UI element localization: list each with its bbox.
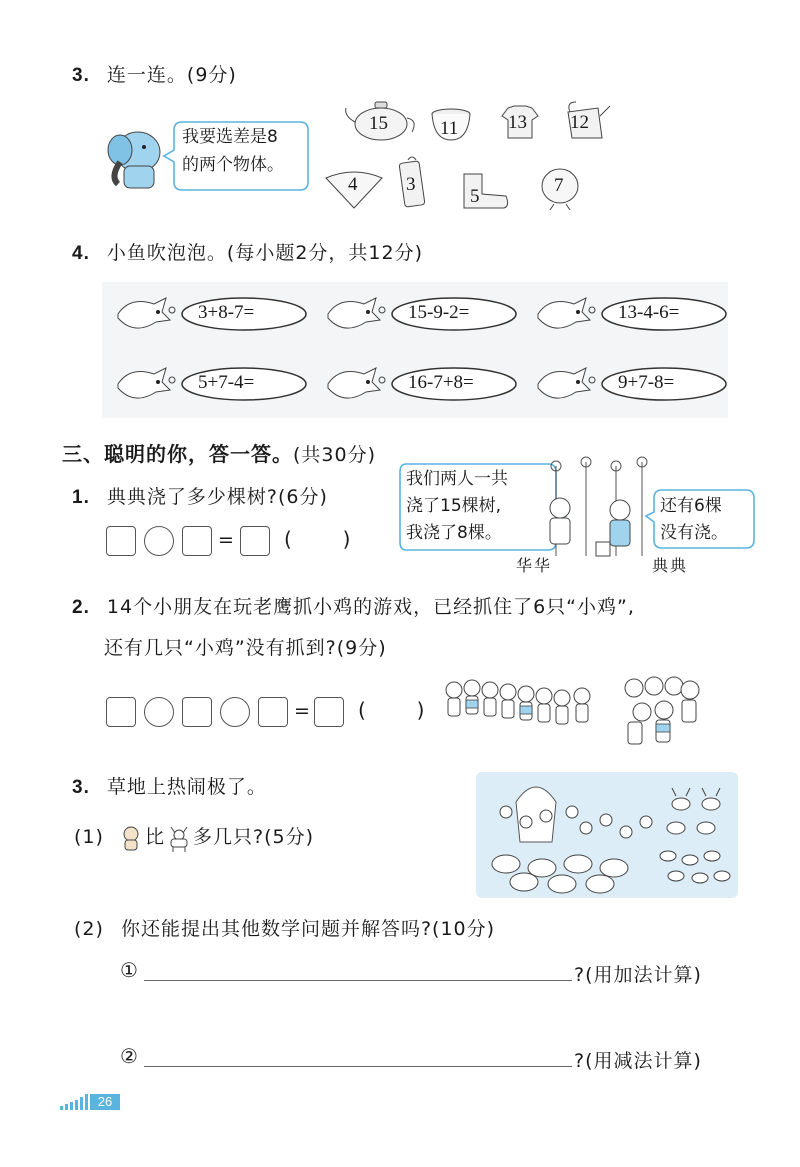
q4-text: 小鱼吹泡泡。(每小题2分，共12分) xyxy=(106,242,423,264)
p3-number: 3. xyxy=(72,777,90,798)
answer-box[interactable] xyxy=(106,697,136,727)
q4-number: 4. xyxy=(72,243,90,264)
bubble-equation-4[interactable]: 5+7-4= xyxy=(198,372,255,393)
p3-text: 草地上热闹极了。 xyxy=(106,776,267,798)
p3-sub1-label: (1) xyxy=(74,826,104,848)
answer-box[interactable] xyxy=(258,697,288,727)
page-number: 26 xyxy=(90,1094,120,1110)
bubble-equation-6[interactable]: 9+7-8= xyxy=(618,372,675,393)
fan-number: 4 xyxy=(348,174,358,195)
fish-icon xyxy=(110,360,176,410)
p1-heading xyxy=(72,482,328,509)
monkey-icon xyxy=(117,824,145,852)
fan-object[interactable] xyxy=(324,170,384,210)
item2-mark: ② xyxy=(120,1044,138,1068)
result-box[interactable] xyxy=(240,526,270,556)
shirt-number: 13 xyxy=(508,112,527,133)
p3-sub1-rest: 多几只?(5分) xyxy=(192,826,314,848)
section3-title: 三、聪明的你，答一答。 xyxy=(62,442,293,466)
item1-mark: ① xyxy=(120,958,138,982)
battery-object[interactable] xyxy=(398,156,426,208)
p2-heading xyxy=(72,592,635,619)
fish-icon xyxy=(110,290,176,340)
teapot-number: 15 xyxy=(369,113,388,134)
q3-number: 3. xyxy=(72,65,90,86)
answer-box[interactable] xyxy=(182,697,212,727)
operator-circle[interactable] xyxy=(220,697,250,727)
watering-can-number: 12 xyxy=(570,112,589,133)
result-box[interactable] xyxy=(314,697,344,727)
children-watering-trees-illustration xyxy=(536,456,652,568)
lantern-number: 7 xyxy=(554,175,564,196)
teapot-object[interactable] xyxy=(342,98,420,142)
huahua-speech-line3: 我浇了8棵。 xyxy=(406,523,502,543)
answer-box[interactable] xyxy=(106,526,136,556)
bubble-equation-5[interactable]: 16-7+8= xyxy=(408,372,474,393)
watering-can-object[interactable] xyxy=(562,98,612,142)
fish-icon xyxy=(530,290,596,340)
q4-heading xyxy=(72,238,423,265)
bubble-equation-3[interactable]: 13-4-6= xyxy=(618,302,680,323)
bubble-equation-2[interactable]: 15-9-2= xyxy=(408,302,470,323)
deer-icon xyxy=(165,823,193,853)
q3-speech-line2: 的两个物体。 xyxy=(182,155,284,175)
p2-line1: 14个小朋友在玩老鹰抓小鸡的游戏，已经抓住了6只“小鸡”, xyxy=(106,596,635,618)
operator-circle[interactable] xyxy=(144,526,174,556)
p3-sub2-text: 你还能提出其他数学问题并解答吗?(10分) xyxy=(120,918,496,940)
q3-speech-line1: 我要选差是8 xyxy=(182,127,278,147)
fish-icon xyxy=(320,290,386,340)
p3-heading xyxy=(72,772,267,799)
bubble-equation-1[interactable]: 3+8-7= xyxy=(198,302,255,323)
diandian-speech-line2: 没有浇。 xyxy=(660,523,728,543)
name-huahua: 华华 xyxy=(516,556,553,575)
answer-line-1[interactable] xyxy=(144,980,572,981)
boot-number: 5 xyxy=(470,186,480,207)
section3-heading xyxy=(62,438,376,467)
children-playing-eagle-game-illustration xyxy=(442,670,732,750)
section3-score: (共30分) xyxy=(293,444,377,466)
bars-icon xyxy=(60,1094,90,1110)
answer-line-2[interactable] xyxy=(144,1066,572,1067)
answer-box[interactable] xyxy=(182,526,212,556)
unit-paren[interactable]: ( ) xyxy=(358,698,425,722)
grassland-illustration xyxy=(476,772,738,898)
fish-icon xyxy=(320,360,386,410)
bowl-number: 11 xyxy=(440,118,459,139)
p3-sub1 xyxy=(74,822,314,853)
boot-object[interactable] xyxy=(460,172,512,210)
fish-icon xyxy=(530,360,596,410)
unit-paren[interactable]: ( ) xyxy=(284,527,351,551)
name-diandian: 典典 xyxy=(652,556,689,575)
q3-heading xyxy=(72,60,237,87)
p2-line2: 还有几只“小鸡”没有抓到?(9分) xyxy=(104,637,387,659)
shirt-object[interactable] xyxy=(500,104,540,140)
p2-number: 2. xyxy=(72,597,90,618)
elephant-illustration xyxy=(100,122,170,192)
p1-number: 1. xyxy=(72,487,90,508)
equals-sign: = xyxy=(218,529,235,551)
operator-circle[interactable] xyxy=(144,697,174,727)
item2-hint: ?(用减法计算) xyxy=(574,1050,702,1072)
diandian-speech-line1: 还有6棵 xyxy=(660,496,722,516)
item1-hint: ?(用加法计算) xyxy=(574,964,702,986)
p3-sub2-label: (2) xyxy=(74,918,104,940)
battery-number: 3 xyxy=(406,174,416,195)
equals-sign: = xyxy=(294,700,311,722)
p3-sub2 xyxy=(74,914,495,941)
huahua-speech-line1: 我们两人一共 xyxy=(406,469,508,489)
p3-sub1-compare: 比 xyxy=(144,826,165,848)
p1-text: 典典浇了多少棵树?(6分) xyxy=(106,486,328,508)
lantern-object[interactable] xyxy=(538,164,582,212)
q3-text: 连一连。(9分) xyxy=(106,64,237,86)
bowl-object[interactable] xyxy=(430,106,472,142)
huahua-speech-line2: 浇了15棵树, xyxy=(406,496,502,516)
